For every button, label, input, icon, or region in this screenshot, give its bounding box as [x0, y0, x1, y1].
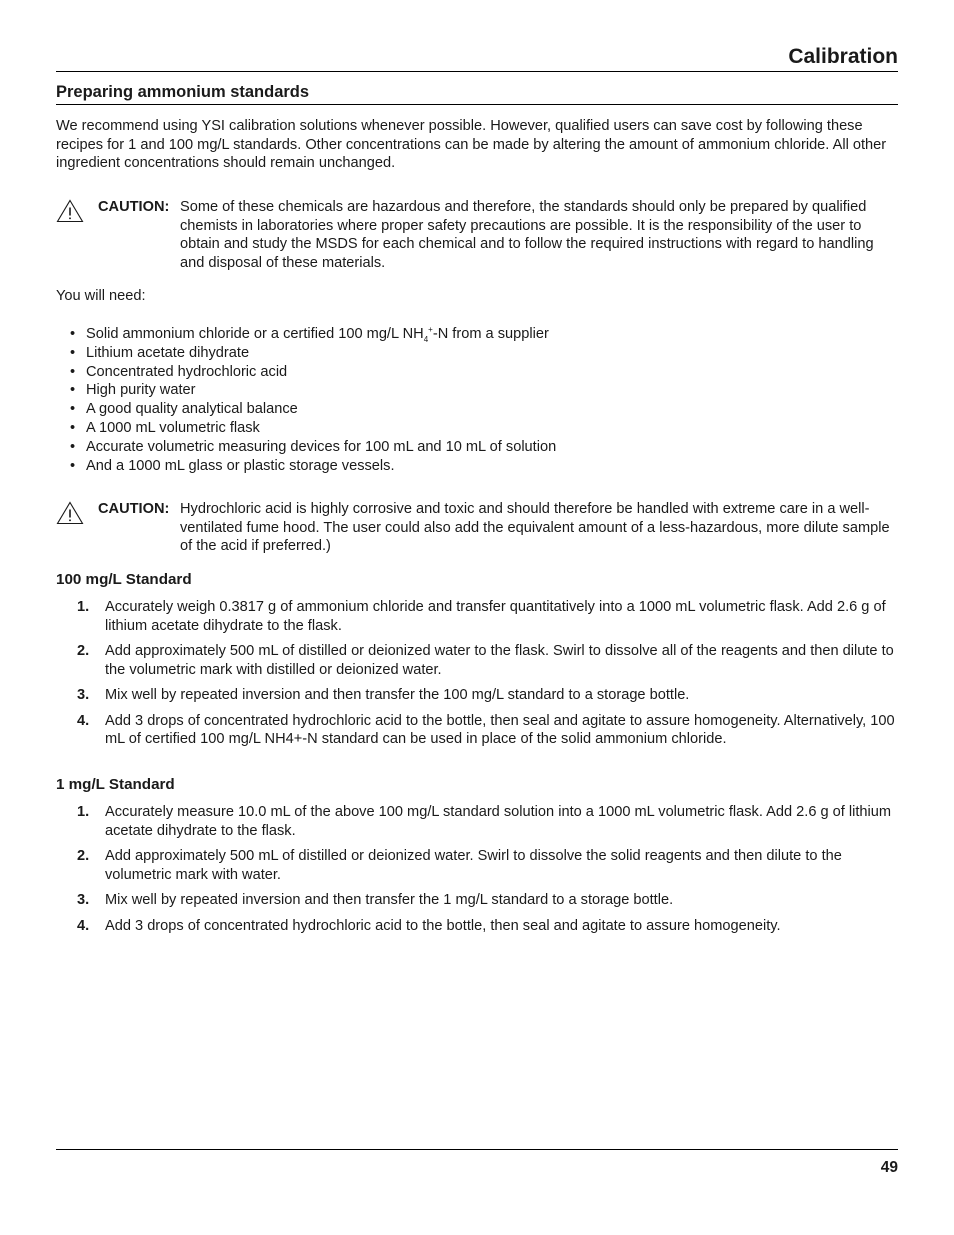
step-number: 3.: [77, 687, 90, 703]
step-item: [56, 891, 898, 910]
material-text: A 1000 mL volumetric flask: [86, 419, 260, 436]
bullet-glyph: •: [70, 401, 76, 418]
step-text: Add approximately 500 mL of distilled or deionized water. Swirl to dissolve the solid reagents and then dilute to the volumetric mark with water.: [105, 848, 842, 883]
section-title: Preparing ammonium standards: [56, 83, 310, 101]
section-divider: [56, 104, 898, 105]
standard-100-title: 100 mg/L Standard: [56, 571, 192, 588]
material-text: High purity water: [86, 382, 196, 399]
material-text: Solid ammonium chloride or a certified 100 mg/L NH: [86, 326, 424, 342]
chapter-title: Calibration: [788, 45, 898, 68]
standard-100-steps: [56, 598, 898, 756]
materials-list: [56, 325, 898, 475]
list-item: [56, 344, 898, 363]
step-item: [56, 847, 898, 884]
bullet-glyph: •: [70, 344, 76, 361]
step-item: [56, 598, 898, 635]
step-number: 2.: [77, 848, 90, 864]
page-number: 49: [880, 1159, 898, 1176]
step-item: [56, 686, 898, 705]
bullet-glyph: •: [70, 457, 76, 474]
step-number: 1.: [77, 599, 90, 615]
material-text: Concentrated hydrochloric acid: [86, 363, 288, 380]
step-text: Add 3 drops of concentrated hydrochloric acid to the bottle, then seal and agitate to assure homogeneity. Alternatively, 100 mL of certified 100 mg/L NH4+-N standard can be used in place of the solid ammonium chloride.: [105, 712, 895, 747]
step-text: Add approximately 500 mL of distilled or deionized water to the flask. Swirl to dissolve all of the reagents and then dilute to the volumetric mark with distilled or deionized water.: [105, 643, 894, 678]
footer-divider: [56, 1149, 898, 1150]
warning-triangle-icon: [56, 501, 84, 525]
list-item: [56, 381, 898, 400]
step-text: Add 3 drops of concentrated hydrochloric acid to the bottle, then seal and agitate to assure homogeneity.: [105, 917, 781, 934]
material-text: Lithium acetate dihydrate: [86, 344, 250, 361]
step-item: [56, 803, 898, 840]
list-item: [56, 325, 898, 344]
list-item: [56, 457, 898, 476]
step-number: 4.: [77, 917, 90, 934]
step-item: [56, 917, 898, 936]
bullet-glyph: •: [70, 438, 76, 455]
subscript-4: 4: [423, 334, 429, 344]
you-will-need-label: You will need:: [56, 288, 146, 304]
material-text: A good quality analytical balance: [86, 401, 298, 418]
list-item: [56, 438, 898, 457]
material-text: And a 1000 mL glass or plastic storage vessels.: [86, 457, 395, 474]
bullet-glyph: •: [70, 419, 76, 436]
bullet-glyph: •: [70, 382, 76, 399]
standard-1-steps: [56, 803, 898, 942]
warning-triangle-icon: [56, 199, 84, 223]
caution-label: CAUTION:: [98, 501, 170, 517]
bullet-glyph: •: [70, 363, 76, 380]
standard-1-title: 1 mg/L Standard: [56, 776, 175, 793]
step-number: 2.: [77, 643, 90, 659]
step-item: [56, 642, 898, 679]
superscript-plus: +: [428, 325, 433, 335]
step-item: [56, 712, 898, 749]
caution-text: Hydrochloric acid is highly corrosive and toxic and should therefore be handled with extreme care in a well-ventilated fume hood. The user could also add the equivalent amount of a less-hazardous, more dilute sample of the acid if preferred.): [180, 501, 890, 554]
list-item: [56, 419, 898, 438]
header-divider: [56, 71, 898, 72]
material-text-suffix: -N from a supplier: [432, 326, 549, 342]
step-text: Accurately measure 10.0 mL of the above 100 mg/L standard solution into a 1000 mL volumetric flask. Add 2.6 g of lithium acetate dihydrate to the flask.: [105, 804, 892, 839]
intro-paragraph: We recommend using YSI calibration solutions whenever possible. However, qualified users can save cost by following these recipes for 1 and 100 mg/L standards. Other concentrations can be made by altering the amount of ammonium chloride. All other ingredient concentrations should remain unchanged.: [56, 118, 887, 171]
step-text: Mix well by repeated inversion and then transfer the 1 mg/L standard to a storage bottle.: [105, 892, 674, 908]
step-text: Accurately weigh 0.3817 g of ammonium chloride and transfer quantitatively into a 1000 mL volumetric flask. Add 2.6 g of lithium acetate dihydrate to the flask.: [105, 599, 886, 634]
list-item: [56, 363, 898, 382]
caution-label: CAUTION:: [98, 199, 170, 215]
step-number: 4.: [77, 712, 90, 729]
step-number: 1.: [77, 804, 90, 820]
material-text: Accurate volumetric measuring devices for 100 mL and 10 mL of solution: [86, 438, 557, 455]
list-item: [56, 400, 898, 419]
caution-text: Some of these chemicals are hazardous and therefore, the standards should only be prepared by qualified chemists in laboratories where proper safety precautions are possible. It is the responsibility of the user to obtain and study the MSDS for each chemical and to follow the required instructions with regard to handling and disposal of these materials.: [180, 199, 874, 271]
bullet-glyph: •: [70, 326, 76, 342]
step-text: Mix well by repeated inversion and then transfer the 100 mg/L standard to a storage bottle.: [105, 687, 690, 703]
step-number: 3.: [77, 892, 90, 908]
